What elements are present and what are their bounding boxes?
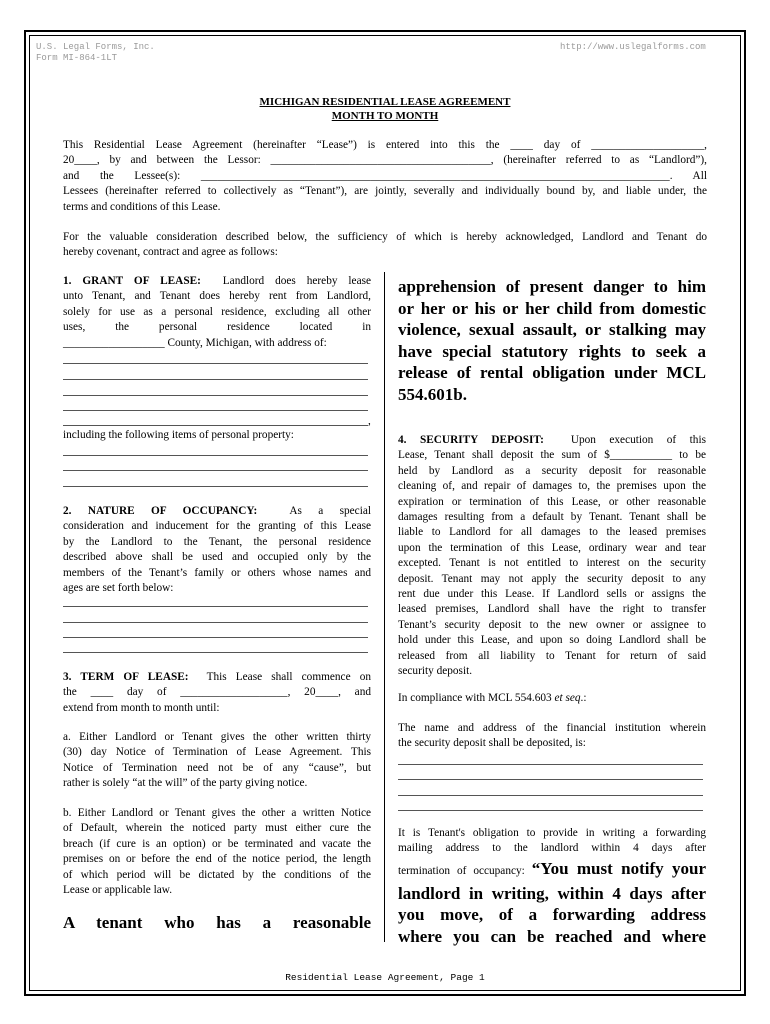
grant-line: uses, the personal residence located in [63, 321, 371, 334]
header-url[interactable]: http://www.uslegalforms.com [560, 42, 706, 52]
institution-blank-line[interactable] [398, 779, 703, 780]
occupant-blank-line[interactable] [63, 637, 368, 638]
grant-line: __________________ County, Michigan, with address of: [63, 336, 327, 349]
term-line: extend from month to month until: [63, 701, 220, 714]
occupant-blank-line[interactable] [63, 652, 368, 653]
occupant-blank-line[interactable] [63, 606, 368, 607]
column-divider [384, 272, 385, 942]
property-blank-line[interactable] [63, 470, 368, 471]
consideration-line: For the valuable consideration described below, the sufficiency of which is hereby acknowledged, Landlord and Tenant do [63, 231, 707, 243]
occupancy-line: by the Landlord to the Tenant, the personal residence [63, 535, 371, 548]
document-subtitle: MONTH TO MONTH [331, 110, 439, 122]
forwarding-address-notice: It is Tenant's obligation to provide in writing a forwarding mailing address to the landlord within 4 days after [398, 827, 706, 855]
header-form-number: Form MI-864-1LT [36, 53, 118, 63]
property-blank-line[interactable] [63, 486, 368, 487]
grant-line: 1. GRANT OF LEASE: Landlord does hereby lease [63, 275, 371, 287]
term-heading: 3. TERM OF LEASE: [63, 671, 189, 683]
section-security-deposit: 4. SECURITY DEPOSIT: Upon execution of this Lease, Tenant shall deposit the sum of $___________ to be held by Landlord as a security deposit for reasonable cleaning of, and repair of damages to, the premises upon the expiration or termination of this Lease, or other reasonable damages resulting from a default by Tenant. Tenant shall be liable to Landlord for all damages to the leased premises upon the termination of this Lease, ordinary wear and tear excepted. Tenant is not entitled to interest on the security deposit. Tenant may not apply the security deposit to any rent due under this Lease. If Landlord sells or assigns the leased premises, Landlord shall have the right to transfer Tenant’s security deposit to the new owner or assignee to hold under this Lease, and upon so doing Landlord shall be released from all liability to Tenant for return of said security deposit. [398, 434, 706, 678]
forwarding-address-bold: termination of occupancy: “You must notify your landlord in writing, within 4 days after you move, of a forwarding address where you can be reached and where [398, 859, 706, 946]
term-line: 3. TERM OF LEASE: This Lease shall commence on [63, 671, 371, 683]
occupancy-line: consideration and inducement for the granting of this Lease [63, 520, 371, 533]
term-option-b: b. Either Landlord or Tenant gives the other a written Notice of Default, wherein the noticed party must either cure the breach (if cure is an option) or be terminated and vacate the premises on or before the end of the notice period, the length of which period will be dictated by the conditions of the Lease or applicable law. [63, 807, 371, 897]
address-blank-line[interactable] [63, 410, 368, 411]
institution-blank-line[interactable] [398, 810, 703, 811]
section-grant-of-lease [63, 274, 371, 351]
intro-line: terms and conditions of this Lease. [63, 200, 221, 213]
intro-paragraph [63, 138, 707, 215]
intro-line: and the Lessee(s): ___________________________________________________________________________________. All [63, 169, 707, 182]
address-blank-line[interactable] [63, 425, 368, 426]
term-option-a: a. Either Landlord or Tenant gives the other written thirty (30) day Notice of Termination of Lease Agreement. This Notice of Termination need not be of any “cause”, but rather is solely “at the will” of the party giving notice. [63, 731, 371, 790]
header-company: U.S. Legal Forms, Inc. [36, 42, 155, 52]
compliance-statement: In compliance with MCL 554.603 et seq.: [398, 692, 587, 704]
intro-line: This Residential Lease Agreement (hereinafter “Lease”) is entered into this the ____ day of ____________________, [63, 139, 707, 151]
address-blank-line[interactable] [63, 395, 368, 396]
grant-line: unto Tenant, and Tenant does hereby rent from Landlord, [63, 290, 371, 303]
domestic-violence-notice: apprehension of present danger to him or her or his or her child from domestic violence, sexual assault, or stalking may have special statutory rights to seek a release of rental obligation under MCL 554.601b. [398, 277, 706, 404]
occupancy-line: members of the Tenant’s family or others whose names and [63, 566, 371, 579]
tenant-notice-start: A tenant who has a reasonable [63, 913, 371, 932]
intro-line: 20____, by and between the Lessor: _______________________________________, (hereinafter referred to as “Landlord”), [63, 154, 707, 167]
occupancy-line: described above shall be used and occupied only by the [63, 551, 371, 564]
address-comma: , [368, 415, 371, 427]
deposit-heading: 4. SECURITY DEPOSIT: [398, 434, 544, 446]
intro-line: Lessees (hereinafter referred to collectively as “Tenant”), are jointly, severally and individually bound by, and liable under, the [63, 185, 707, 198]
address-blank-line[interactable] [63, 379, 368, 380]
consideration-line: hereby covenant, contract and agree as follows: [63, 246, 278, 259]
grant-heading: 1. GRANT OF LEASE: [63, 275, 201, 287]
institution-blank-line[interactable] [398, 764, 703, 765]
institution-blank-line[interactable] [398, 795, 703, 796]
document-title: MICHIGAN RESIDENTIAL LEASE AGREEMENT [259, 96, 511, 108]
financial-institution-label: The name and address of the financial institution wherein the security deposit shall be deposited, is: [398, 722, 706, 750]
page-footer: Residential Lease Agreement, Page 1 [285, 972, 485, 983]
term-line: the ____ day of ___________________, 20____, and [63, 686, 371, 699]
grant-line: solely for use as a personal residence, excluding all other [63, 305, 371, 318]
occupant-blank-line[interactable] [63, 622, 368, 623]
occupancy-heading: 2. NATURE OF OCCUPANCY: [63, 505, 258, 517]
section-term-of-lease [63, 670, 371, 716]
address-blank-line[interactable] [63, 363, 368, 364]
occupancy-line: 2. NATURE OF OCCUPANCY: As a special [63, 505, 371, 517]
section-nature-of-occupancy [63, 504, 371, 596]
property-blank-line[interactable] [63, 455, 368, 456]
personal-property-label: including the following items of personal property: [63, 429, 294, 441]
occupancy-line: ages are set forth below: [63, 582, 174, 595]
consideration-paragraph [63, 230, 707, 261]
